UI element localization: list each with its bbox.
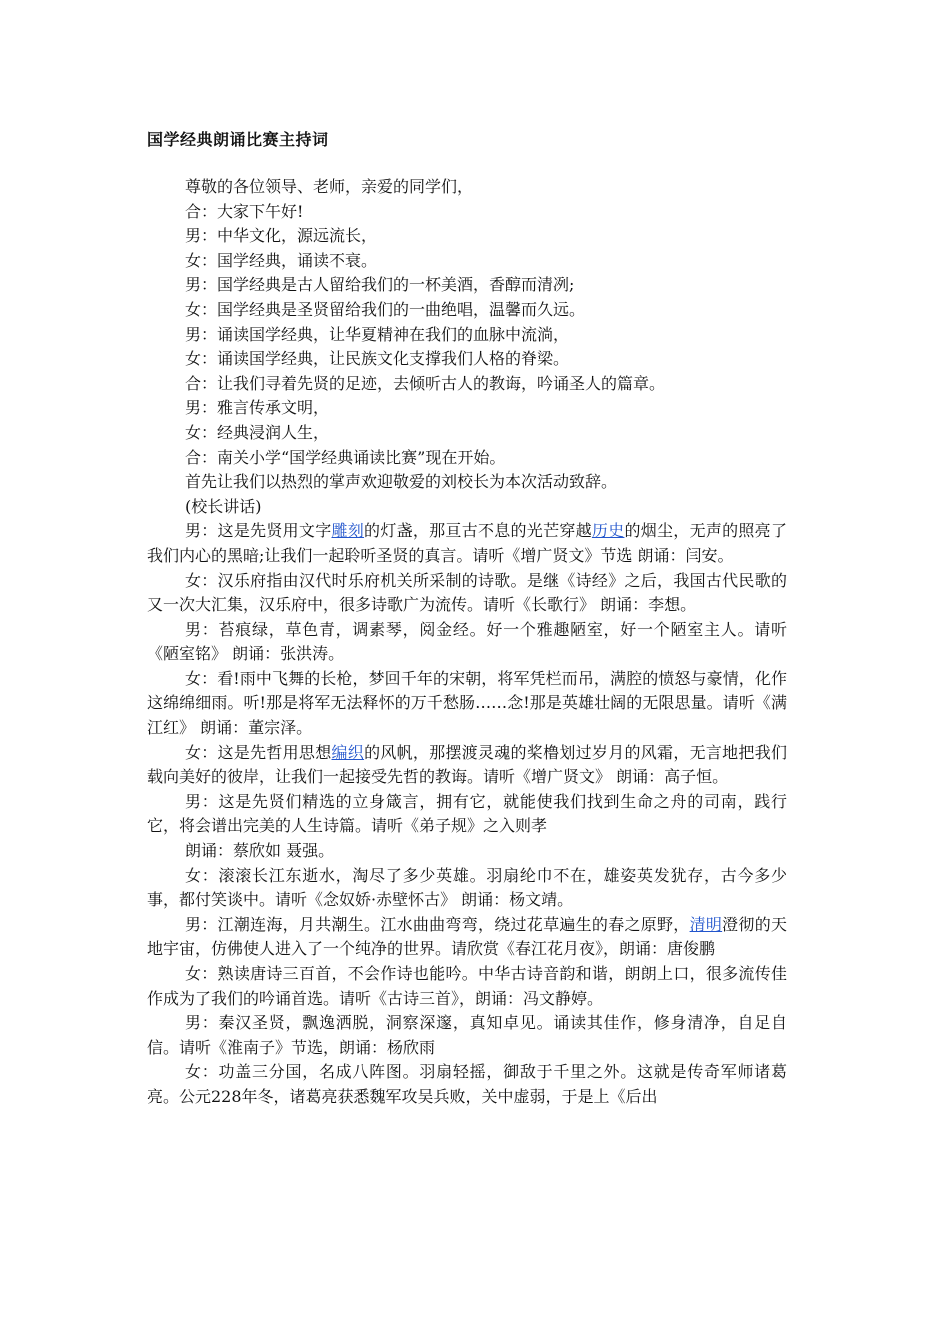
paragraph-text: 男：江潮连海，月共潮生。江水曲曲弯弯，绕过花草遍生的春之原野， <box>185 914 690 934</box>
text-line: 首先让我们以热烈的掌声欢迎敬爱的刘校长为本次活动致辞。 <box>185 472 618 492</box>
text-line: 女：经典浸润人生， <box>185 422 330 442</box>
paragraph: 女：功盖三分国，名成八阵图。羽扇轻摇，御敌于千里之外。这就是传奇军师诸葛亮。公元228年冬，诸葛亮获悉魏军攻吴兵败，关中虚弱，于是上《后出 <box>147 1062 787 1106</box>
paragraph: 女：熟读唐诗三百首，不会作诗也能吟。中华古诗音韵和谐，朗朗上口，很多流传佳作成为了我们的吟诵首选。请听《古诗三首》，朗诵：冯文静婷。 <box>147 964 787 1008</box>
paragraph: 女：滚滚长江东逝水，淘尽了多少英雄。羽扇纶巾不在，雄姿英发犹存，古今多少事，都付笑谈中。请听《念奴娇·赤壁怀古》 朗诵：杨文靖。 <box>147 865 787 910</box>
paragraph-text: 的烟尘，无声的照亮了我们内心的黑暗;让我们一起聆听圣贤的真言。请听《增广贤文》节选 朗诵：闫安。 <box>147 521 787 565</box>
text-line: 女：诵读国学经典，让民族文化支撑我们人格的脊梁。 <box>185 349 570 369</box>
paragraph <box>147 913 787 962</box>
text-line: 男：雅言传承文明， <box>185 398 330 418</box>
text-line: 尊敬的各位领导、老师，亲爱的同学们， <box>185 177 474 196</box>
text-line: 男：中华文化，源远流长， <box>185 226 378 246</box>
link-lishi[interactable]: 历史 <box>591 521 625 541</box>
document-body <box>147 175 787 1110</box>
text-line: 朗诵：蔡欣如 聂强。 <box>185 841 335 861</box>
text-line: 合：让我们寻着先贤的足迹，去倾听古人的教诲，吟诵圣人的篇章。 <box>185 373 666 393</box>
text-line: 合：大家下午好! <box>185 201 304 221</box>
document-title: 国学经典朗诵比赛主持词 <box>147 130 329 149</box>
link-qingming[interactable]: 清明 <box>689 914 723 934</box>
paragraph: 男：秦汉圣贤，飘逸洒脱，洞察深邃，真知卓见。诵读其佳作，修身清净，自足自信。请听《淮南子》节选，朗诵：杨欣雨 <box>147 1013 787 1057</box>
paragraph-text: 男：这是先贤用文字 <box>185 521 332 541</box>
text-line: 男：诵读国学经典，让华夏精神在我们的血脉中流淌， <box>185 324 570 344</box>
paragraph: 男：苔痕绿，草色青，调素琴，阅金经。好一个雅趣陋室，好一个陋室主人。请听《陋室铭》 朗诵：张洪涛。 <box>147 619 787 664</box>
paragraph: 女：看!雨中飞舞的长枪，梦回千年的宋朝，将军凭栏而吊，满腔的愤怒与豪情，化作这绵绵细雨。听!那是将军无法释怀的万千愁肠……念!那是英雄壮阔的无限思量。请听《满江红》 朗诵：董宗泽。 <box>147 668 787 738</box>
paragraph-text: 的风帆，那摆渡灵魂的桨橹划过岁月的风霜，无言地把我们载向美好的彼岸，让我们一起接受先哲的教诲。请听《增广贤文》 朗诵：高子恒。 <box>147 742 787 787</box>
text-line: 男：国学经典是古人留给我们的一杯美酒，香醇而清冽; <box>185 275 575 295</box>
link-bianzhi[interactable]: 编织 <box>331 742 365 762</box>
paragraph <box>147 741 787 790</box>
paragraph: 女：汉乐府指由汉代时乐府机关所采制的诗歌。是继《诗经》之后，我国古代民歌的又一次大汇集，汉乐府中，很多诗歌广为流传。请听《长歌行》 朗诵：李想。 <box>147 570 787 615</box>
paragraph-text: 女：这是先哲用思想 <box>185 742 332 762</box>
paragraph <box>147 519 787 568</box>
link-diaoke[interactable]: 雕刻 <box>331 521 365 541</box>
text-line: 女：国学经典是圣贤留给我们的一曲绝唱，温馨而久远。 <box>185 299 586 319</box>
text-line: (校长讲话) <box>185 496 262 516</box>
paragraph-text: 的灯盏，那亘古不息的光芒穿越 <box>364 521 592 541</box>
text-line: 女：国学经典，诵读不衰。 <box>185 250 378 270</box>
paragraph-text: 澄彻的天地宇宙，仿佛使人进入了一个纯净的世界。请欣赏《春江花月夜》，朗诵：唐俊鹏 <box>147 914 787 959</box>
paragraph: 男：这是先贤们精选的立身箴言，拥有它，就能使我们找到生命之舟的司南，践行它，将会谱出完美的人生诗篇。请听《弟子规》之入则孝 <box>147 791 787 836</box>
text-line: 合：南关小学“国学经典诵读比赛”现在开始。 <box>185 447 506 467</box>
